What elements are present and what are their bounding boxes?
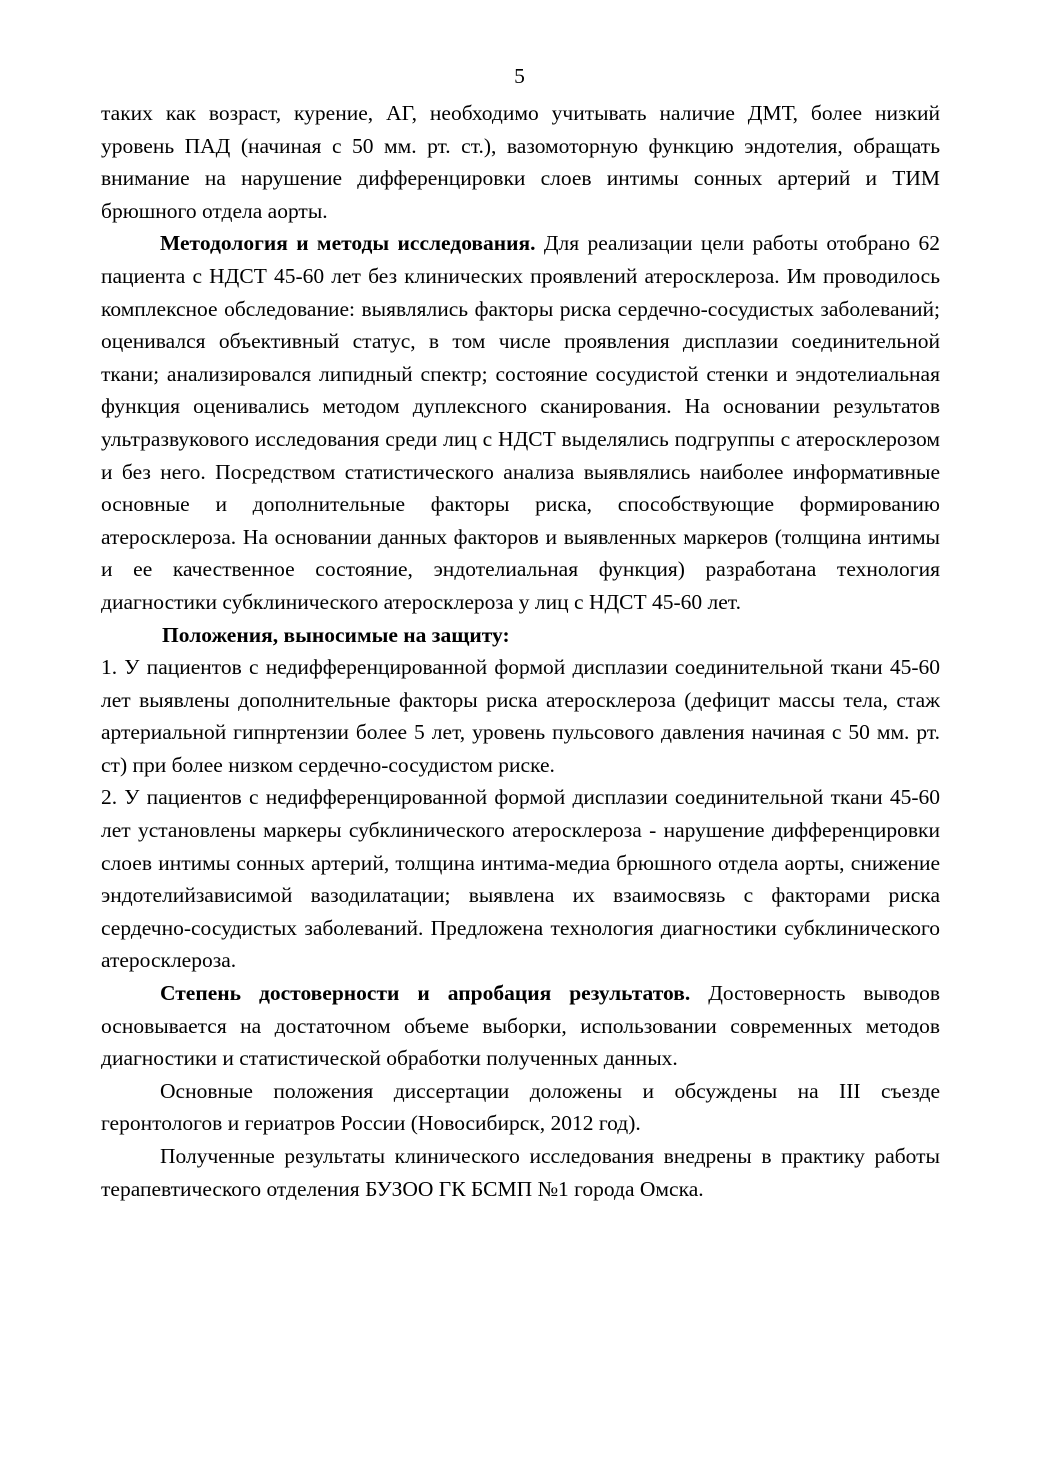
reliability-heading: Степень достоверности и апробация результатов. <box>160 981 691 1006</box>
congress-paragraph: Основные положения диссертации доложены и обсуждены на III съезде геронтологов и гериатров России (Новосибирск, 2012 год). <box>101 1078 940 1136</box>
implementation-paragraph: Полученные результаты клинического исследования внедрены в практику работы терапевтического отделения БУЗОО ГК БСМП №1 города Омска. <box>101 1144 940 1201</box>
reliability-paragraph <box>101 977 940 1075</box>
page-number: 5 <box>514 64 525 88</box>
methodology-text: Для реализации цели работы отобрано 62 пациента с НДСТ 45-60 лет без клинических проявлений атеросклероза. Им проводилось комплексное обследование: выявлялись факторы риска сердечно-сосудистых заболеваний; оценивался объективный статус, в том числе проявления дисплазии соединительной ткани; анализировался липидный спектр; состояние сосудистой стенки и эндотелиальная функция оценивались методом дуплексного сканирования. На основании результатов ультразвукового исследования среди лиц с НДСТ выделялись подгруппы с атеросклерозом и без него. Посредством статистического анализа выявлялись наиболее информативные основные и дополнительные факторы риска, способствующие формированию атеросклероза. На основании данных факторов и выявленных маркеров (толщина интимы и ее качественное состояние, эндотелиальная функция) разработана технология диагностики субклинического атеросклероза у лиц с НДСТ 45-60 лет. <box>101 231 940 614</box>
positions-heading: Положения, выносимые на защиту: <box>162 622 510 647</box>
document-body <box>101 97 940 1205</box>
methodology-paragraph <box>101 227 940 618</box>
position-item-2: 2. У пациентов с недифференцированной формой дисплазии соединительной ткани 45-60 лет установлены маркеры субклинического атеросклероза - нарушение дифференцировки слоев интимы сонных артерий, толщина интима-медиа брюшного отдела аорты, снижение эндотелийзависимой вазодилатации; выявлена их взаимосвязь с факторами риска сердечно-сосудистых заболеваний. Предложена технология диагностики субклинического атеросклероза. <box>101 785 940 973</box>
reliability-text: Достоверность выводов основывается на достаточном объеме выборки, использовании современных методов диагностики и статистической обработки полученных данных. <box>101 981 940 1071</box>
methodology-heading: Методология и методы исследования. <box>160 231 536 256</box>
position-item-1: 1. У пациентов с недифференцированной формой дисплазии соединительной ткани 45-60 лет выявлены дополнительные факторы риска атеросклероза (дефицит массы тела, стаж артериальной гипнртензии более 5 лет, уровень пульсового давления начиная с 50 мм. рт. ст) при более низком сердечно-сосудистом риске. <box>101 655 940 777</box>
intro-paragraph: таких как возраст, курение, АГ, необходимо учитывать наличие ДМТ, более низкий уровень ПАД (начиная с 50 мм. рт. ст.), вазомоторную функцию эндотелия, обращать внимание на нарушение дифференцировки слоев интимы сонных артерий и ТИМ брюшного отдела аорты. <box>101 101 940 223</box>
